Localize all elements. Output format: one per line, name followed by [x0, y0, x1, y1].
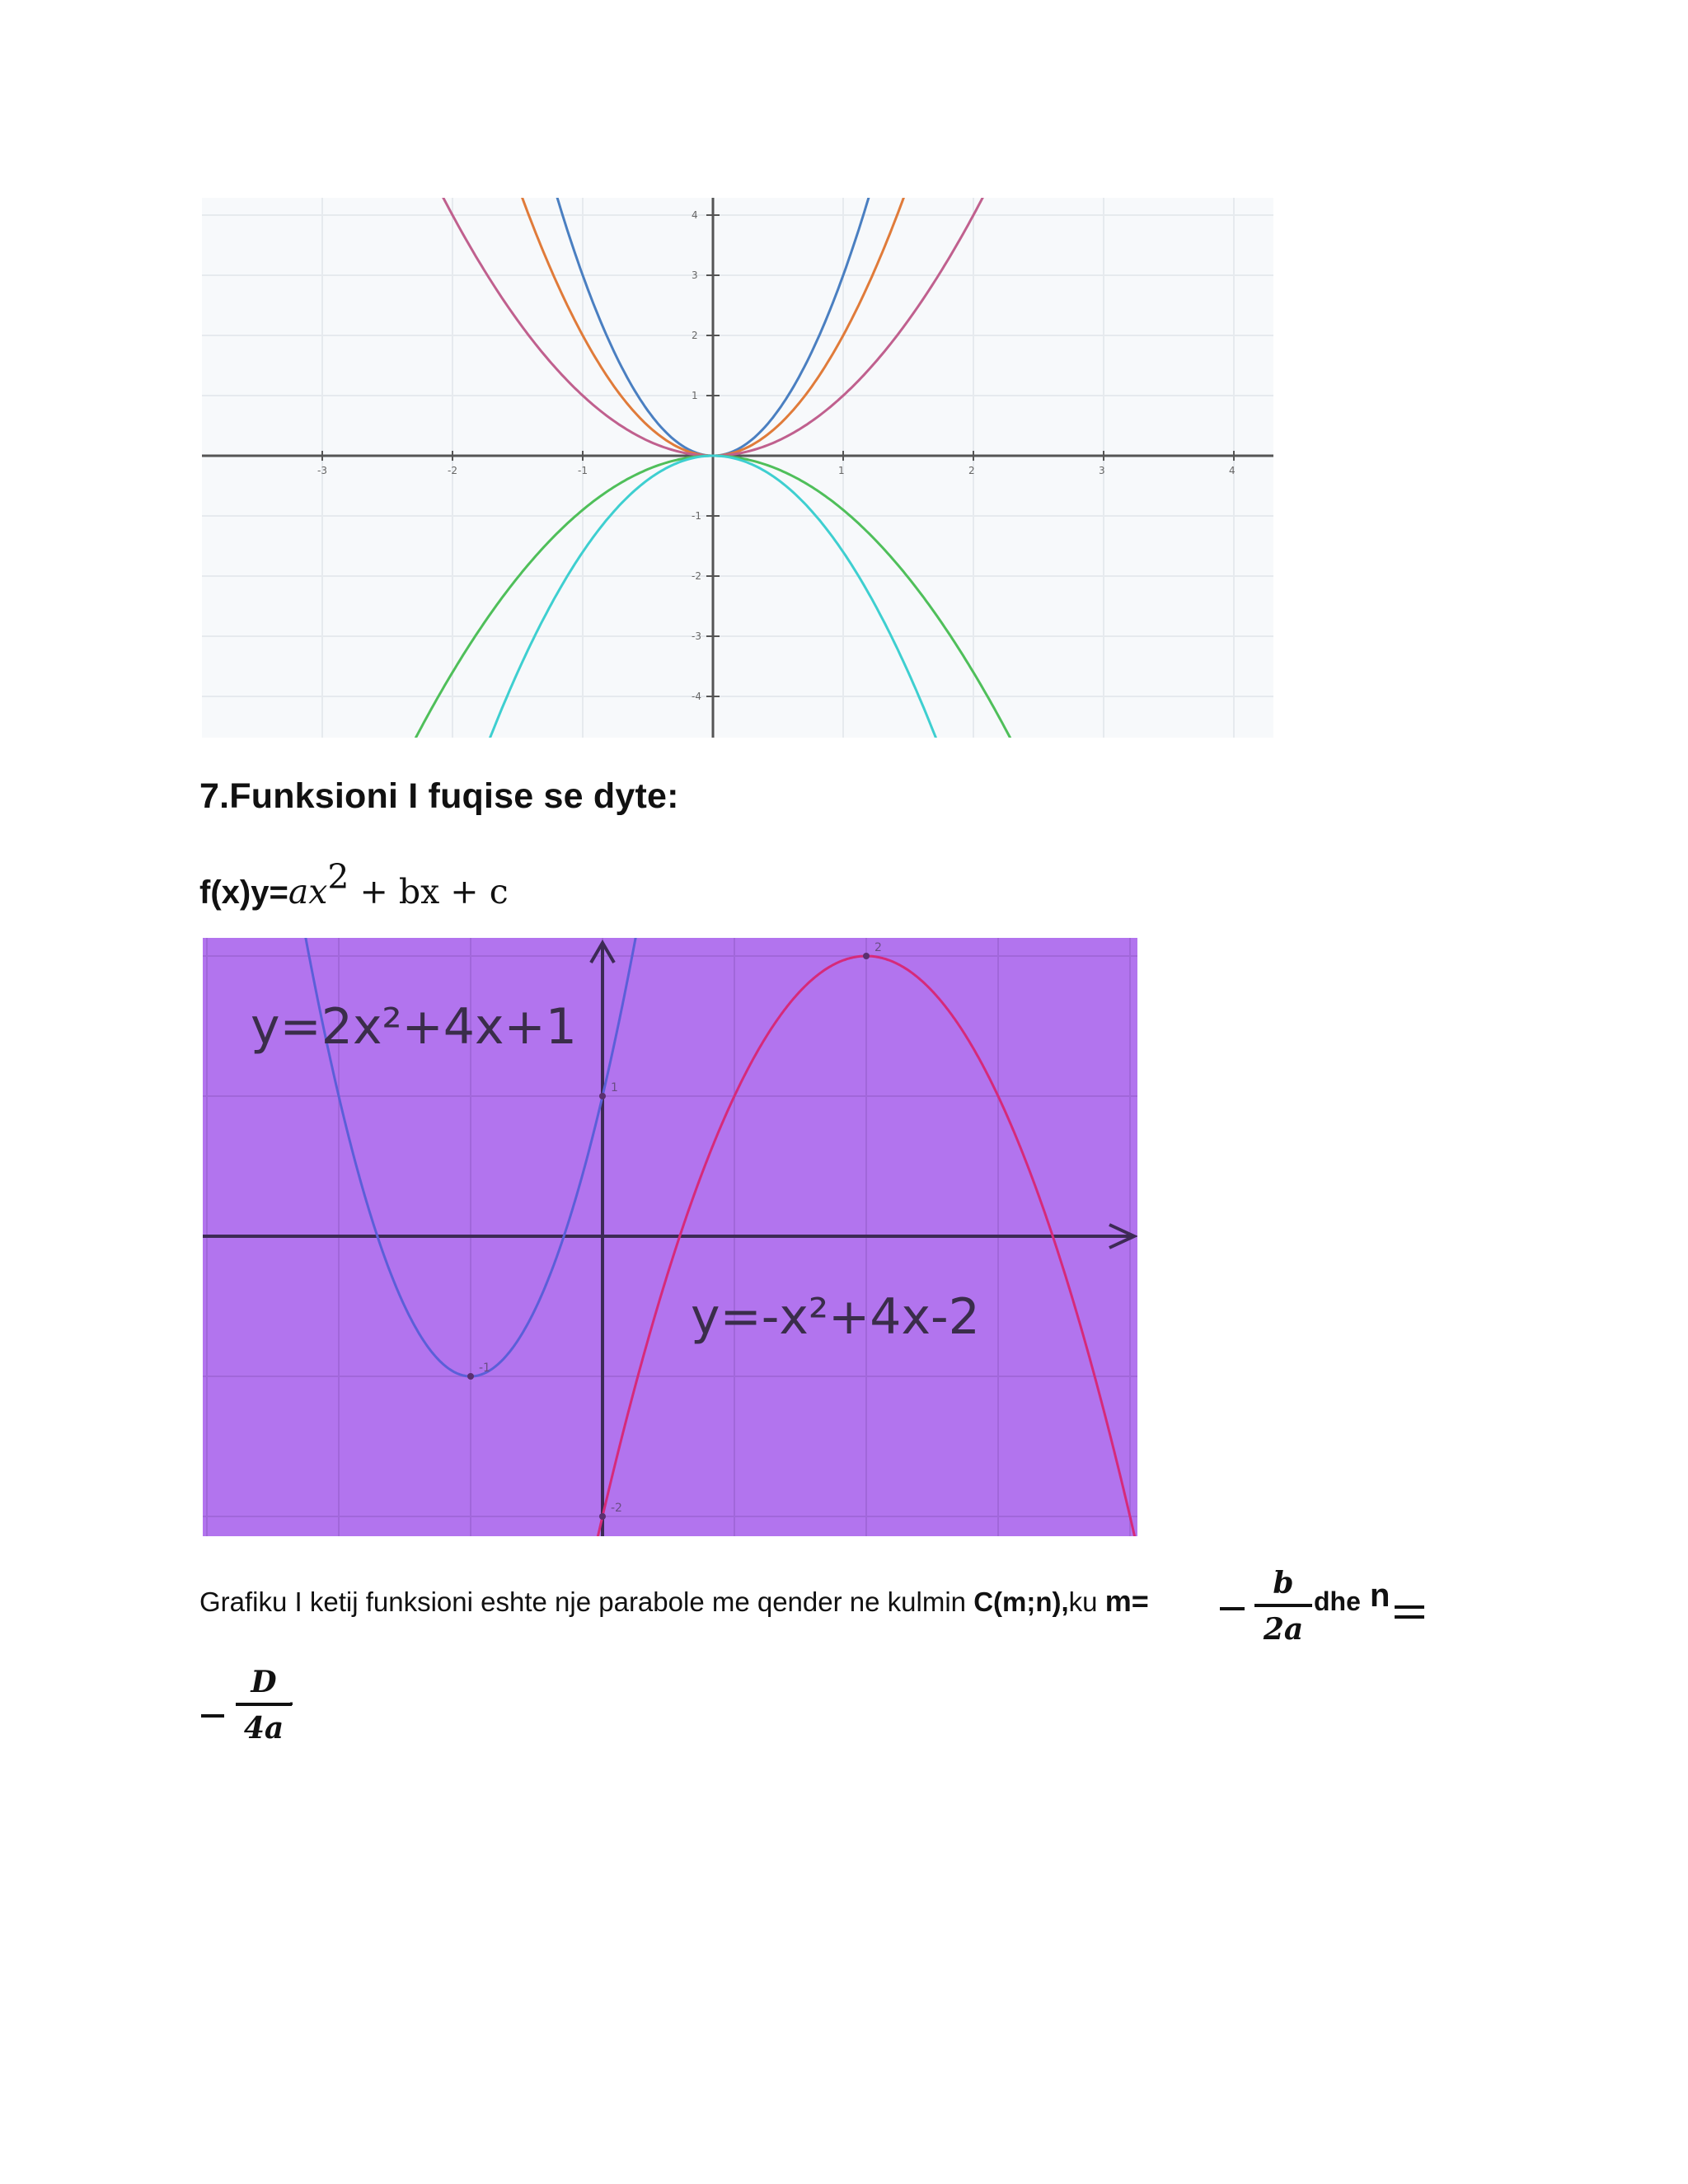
y-tick-label: -1 — [692, 510, 701, 522]
x-tick-label: 2 — [968, 465, 975, 476]
y-tick-label: 2 — [692, 330, 698, 341]
fraction-numerator: b — [1254, 1566, 1312, 1607]
x-tick-label: -3 — [317, 465, 327, 476]
formula-x: x — [308, 872, 328, 912]
quadratic-graphs-figure — [203, 938, 1137, 1536]
minus-sign — [201, 1714, 224, 1718]
point-marker — [599, 1513, 606, 1520]
y-tick-label: -2 — [692, 570, 701, 582]
point-label: -2 — [611, 1502, 622, 1515]
x-tick-label: -1 — [578, 465, 588, 476]
section-heading: 7.Funksioni I fuqise se dyte: — [199, 776, 679, 816]
formula-lead: f(x)y= — [199, 874, 288, 911]
equals-top — [1395, 1605, 1424, 1609]
fraction-denominator: 4a — [243, 1711, 284, 1746]
x-tick-label: 3 — [1099, 465, 1105, 476]
y-tick-label: 4 — [692, 209, 698, 221]
quadratic-formula — [199, 857, 509, 912]
y-tick-label: -3 — [692, 630, 701, 642]
formula-rest: + bx + c — [349, 872, 509, 912]
point-label: 2 — [874, 941, 882, 954]
vertex-paragraph — [199, 1584, 1149, 1619]
point-label: -1 — [479, 1361, 490, 1375]
point-marker — [599, 1093, 606, 1099]
fraction-denominator: 2a — [1263, 1612, 1304, 1647]
ku-word: ku — [1068, 1586, 1105, 1617]
blue-curve-label: y=2x²+4x+1 — [251, 998, 577, 1056]
point-label: 1 — [611, 1081, 618, 1094]
m-equals: m= — [1104, 1584, 1149, 1618]
formula-a: a — [288, 872, 309, 912]
fraction-numerator: D — [236, 1665, 292, 1706]
x-tick-label: 1 — [838, 465, 845, 476]
vertex-label: C(m;n), — [973, 1586, 1069, 1617]
equals-bottom — [1395, 1615, 1424, 1619]
y-tick-label: 3 — [692, 269, 698, 281]
red-curve-label: y=-x²+4x-2 — [691, 1288, 980, 1346]
point-marker — [863, 953, 870, 959]
y-tick-label: -4 — [692, 691, 701, 702]
fraction-d-over-4a — [236, 1665, 292, 1746]
period: . — [288, 1681, 295, 1711]
minus-sign — [1220, 1607, 1245, 1610]
formula-exponent: 2 — [327, 857, 349, 897]
paragraph-text: Grafiku I ketij funksioni eshte nje parabole me qender ne kulmin — [199, 1586, 974, 1617]
x-tick-label: -2 — [448, 465, 457, 476]
x-tick-label: 4 — [1229, 465, 1236, 476]
point-marker — [467, 1373, 474, 1380]
parabola-family-figure — [202, 198, 1273, 738]
n-label: n — [1370, 1577, 1390, 1614]
y-tick-label: 1 — [692, 390, 698, 401]
dhe-word: dhe — [1314, 1586, 1361, 1616]
fraction-b-over-2a — [1254, 1566, 1312, 1647]
